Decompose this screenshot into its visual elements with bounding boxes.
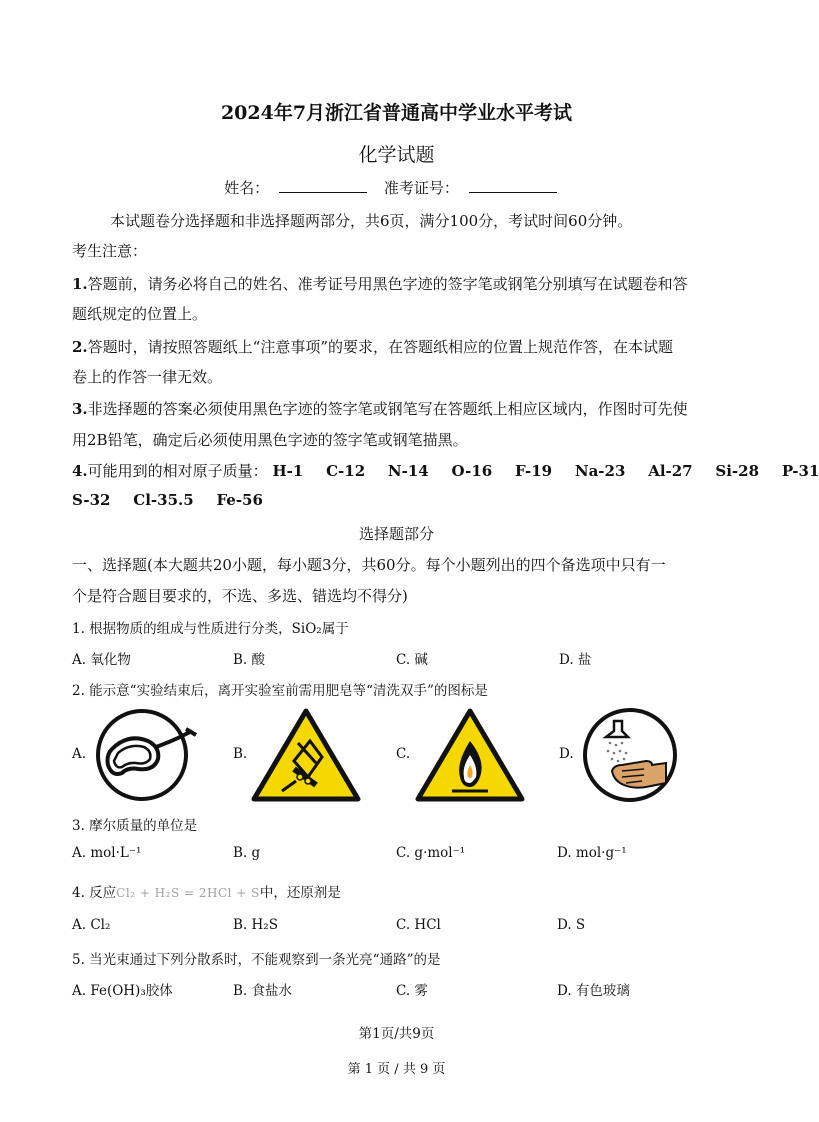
exam-subtitle: 化学试题 <box>358 144 435 166</box>
section-instructions-line1: 一、选择题(本大题共20小题，每小题3分，共60分。每个小题列出的四个备选项中只有一 <box>72 556 666 574</box>
reaction-equation: Cl₂ + H₂S = 2HCl + S <box>116 886 260 900</box>
question-4-stem: 4. 反应Cl₂ + H₂S = 2HCl + S中，还原剂是 <box>72 885 341 901</box>
q1-option-b: B. 酸 <box>233 652 266 668</box>
q5-option-b: B. 食盐水 <box>233 983 293 999</box>
q3-option-c: C. g·mol⁻¹ <box>396 845 466 861</box>
id-label: 准考证号： <box>383 179 459 197</box>
page-number-inner: 第1页/共9页 <box>358 1026 435 1042</box>
atomic-mass-o: O-16 <box>451 462 493 480</box>
intro-text: 本试题卷分选择题和非选择题两部分，共6页，满分100分，考试时间60分钟。 <box>110 212 633 230</box>
q3-option-a: A. mol·L⁻¹ <box>72 845 142 861</box>
atomic-mass-al: Al-27 <box>648 462 693 480</box>
atomic-mass-si: Si-28 <box>715 462 760 480</box>
q3-option-d: D. mol·g⁻¹ <box>557 845 627 861</box>
atomic-mass-p: P-31 <box>781 462 819 480</box>
q1-option-a: A. 氧化物 <box>72 652 131 668</box>
question-2-stem: 2. 能示意“实验结束后，离开实验室前需用肥皂等“清洗双手”的图标是 <box>72 683 488 699</box>
corrosive-warning-icon <box>250 707 362 803</box>
notice-item-3-line1: 3.非选择题的答案必须使用黑色字迹的签字笔或钢笔写在答题纸上相应区域内，作图时可先使 <box>72 400 688 418</box>
q5-option-d: D. 有色玻璃 <box>557 983 630 999</box>
name-blank <box>279 178 367 193</box>
q4-option-a: A. Cl₂ <box>72 917 111 933</box>
atomic-mass-cl: Cl-35.5 <box>133 491 194 509</box>
goggles-icon <box>88 707 206 803</box>
notice-heading: 考生注意： <box>72 242 148 260</box>
question-5-stem: 5. 当光束通过下列分散系时，不能观察到一条光亮“通路”的是 <box>72 952 441 968</box>
notice-item-3-line2: 用2B铅笔，确定后必须使用黑色字迹的签字笔或钢笔描黑。 <box>72 431 468 449</box>
notice-item-4-line1: 4.可能用到的相对原子质量： H-1 C-12 N-14 O-16 F-19 Na-23 Al-27 Si-28 P-31 <box>72 462 819 480</box>
q2-option-b: B. <box>233 746 248 762</box>
notice-item-1-line2: 题纸规定的位置上。 <box>72 305 208 323</box>
q4-option-b: B. H₂S <box>233 917 278 933</box>
section-instructions-line2: 个是符合题目要求的，不选、多选、错选均不得分) <box>72 587 408 605</box>
question-3-stem: 3. 摩尔质量的单位是 <box>72 818 198 834</box>
name-label: 姓名： <box>224 179 270 197</box>
atomic-mass-f: F-19 <box>515 462 553 480</box>
page-number-outer: 第 1 页 / 共 9 页 <box>347 1062 446 1077</box>
q2-option-d: D. <box>559 746 574 762</box>
flame-warning-icon <box>414 707 526 803</box>
q2-option-a: A. <box>72 746 87 762</box>
q4-option-c: C. HCl <box>396 917 441 933</box>
notice-item-2-line2: 卷上的作答一律无效。 <box>72 368 223 386</box>
q2-option-c: C. <box>396 746 411 762</box>
notice-item-4-line2 <box>72 491 263 509</box>
hand-washing-icon <box>580 707 680 803</box>
q1-option-c: C. 碱 <box>396 652 428 668</box>
section-title: 选择题部分 <box>358 525 434 543</box>
exam-title: 2024年7月浙江省普通高中学业水平考试 <box>220 102 573 124</box>
q5-option-c: C. 雾 <box>396 983 428 999</box>
notice-item-2-line1: 2.答题时，请按照答题纸上“注意事项”的要求，在答题纸相应的位置上规范作答，在本试题 <box>72 338 674 356</box>
q4-option-d: D. S <box>557 917 586 933</box>
notice-item-1-line1: 1.答题前，请务必将自己的姓名、准考证号用黑色字迹的签字笔或钢笔分别填写在试题卷和答 <box>72 275 688 293</box>
candidate-info-line <box>0 177 793 198</box>
atomic-mass-n: N-14 <box>387 462 429 480</box>
atomic-mass-na: Na-23 <box>574 462 626 480</box>
q3-option-b: B. g <box>233 845 261 861</box>
atomic-mass-fe: Fe-56 <box>216 491 263 509</box>
atomic-mass-s: S-32 <box>72 491 111 509</box>
atomic-mass-c: C-12 <box>326 462 366 480</box>
q5-option-a: A. Fe(OH)₃胶体 <box>72 983 173 999</box>
q1-option-d: D. 盐 <box>559 652 592 668</box>
id-blank <box>469 178 557 193</box>
question-1-stem: 1. 根据物质的组成与性质进行分类，SiO₂属于 <box>72 621 349 637</box>
atomic-mass-h: H-1 <box>272 462 304 480</box>
